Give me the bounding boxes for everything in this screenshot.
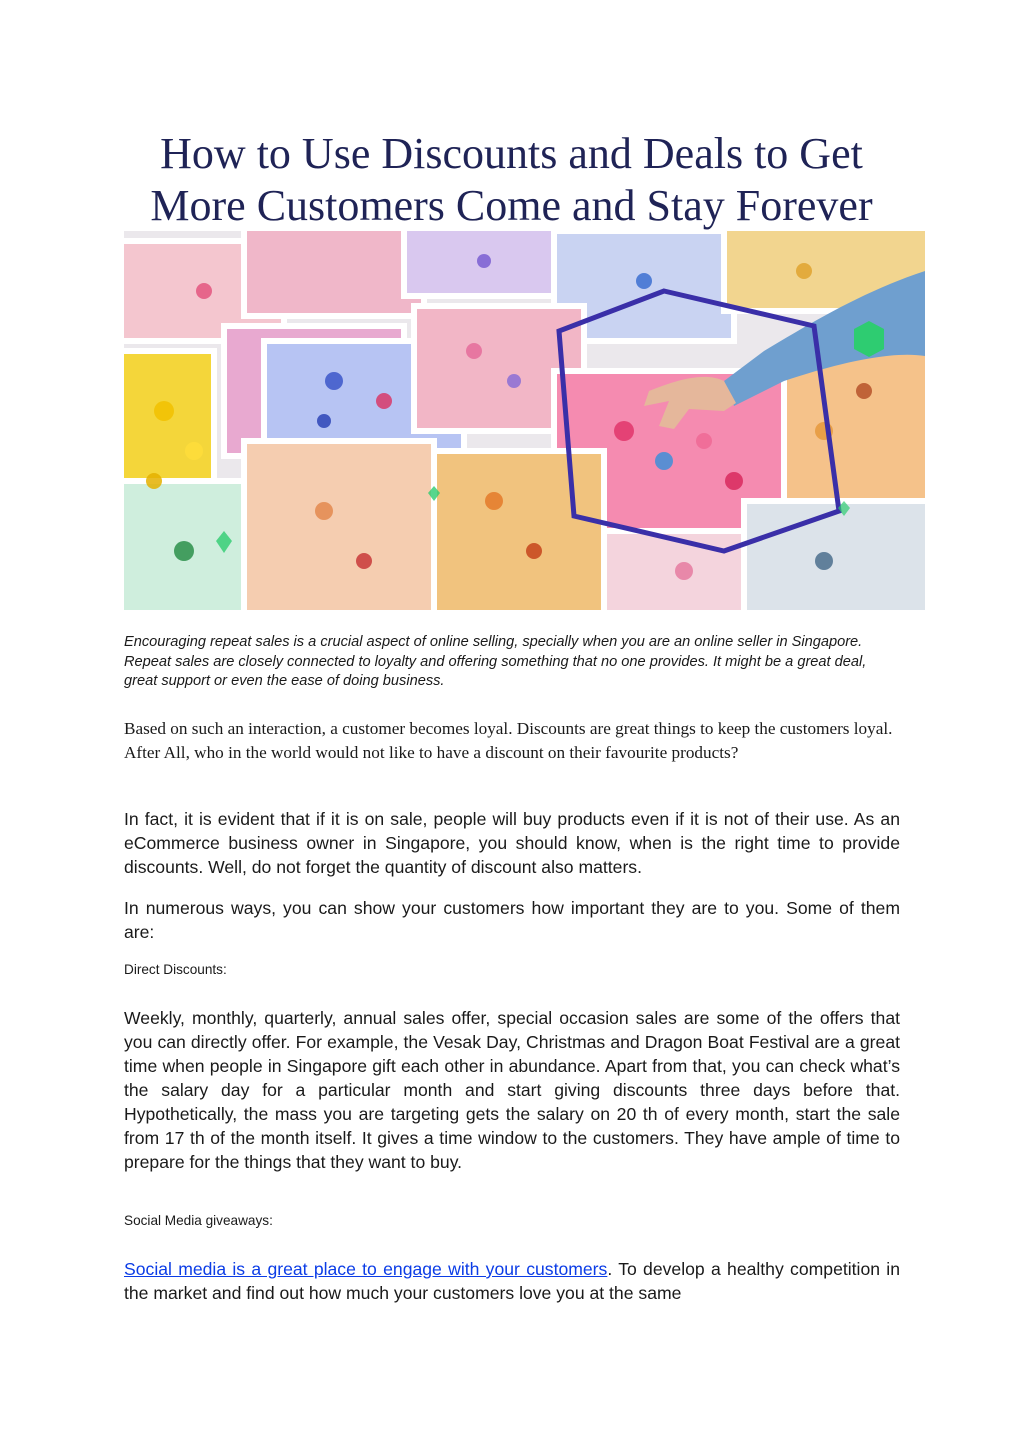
ways-paragraph: In numerous ways, you can show your customers how important they are to you. Some of them are:	[124, 898, 900, 942]
intro-paragraph: Encouraging repeat sales is a crucial aspect of online selling, specially when you are an online seller in Singapore. Repeat sales are closely connected to loyalty and offering something that no one provides. It might be a great deal, great support or even the ease of doing business.	[124, 634, 867, 689]
direct-discounts-paragraph: Weekly, monthly, quarterly, annual sales offer, special occasion sales are some of the offers that you can directly offer. For example, the Vesak Day, Christmas and Dragon Boat Festival are a great time when people in Singapore gift each other in abundance. Apart from that, you can check what’s the salary day for a particular month and start giving discounts three days before that. Hypothetically, the mass you are targeting gets the salary on 20 th of every month, start the sale from 17 th of the month itself. It gives a time window to the customers. They have ample of time to prepare for the things that they want to buy.	[124, 1008, 900, 1172]
social-media-paragraph	[124, 1257, 900, 1305]
sale-paragraph: In fact, it is evident that if it is on sale, people will buy products even if it is not of their use. As an eCommerce business owner in Singapore, you should know, when is the right time to provide discounts. Well, do not forget the quantity of discount also matters.	[124, 809, 900, 877]
social-media-link[interactable]: Social media is a great place to engage with your customers	[124, 1259, 608, 1279]
candy-store-image	[124, 231, 925, 610]
direct-discounts-heading: Direct Discounts:	[124, 962, 227, 977]
article-title	[100, 128, 923, 232]
title-line-2: More Customers Come and Stay Forever	[150, 181, 873, 230]
social-media-heading: Social Media giveaways:	[124, 1213, 273, 1228]
social-media-text: . To develop a healthy competition in the market and find out how much your customers love you at the same	[124, 1259, 900, 1303]
loyalty-paragraph: Based on such an interaction, a customer becomes loyal. Discounts are great things to keep the customers loyal. After All, who in the world would not like to have a discount on their favourite products?	[124, 719, 893, 762]
title-line-1: How to Use Discounts and Deals to Get	[160, 129, 863, 178]
